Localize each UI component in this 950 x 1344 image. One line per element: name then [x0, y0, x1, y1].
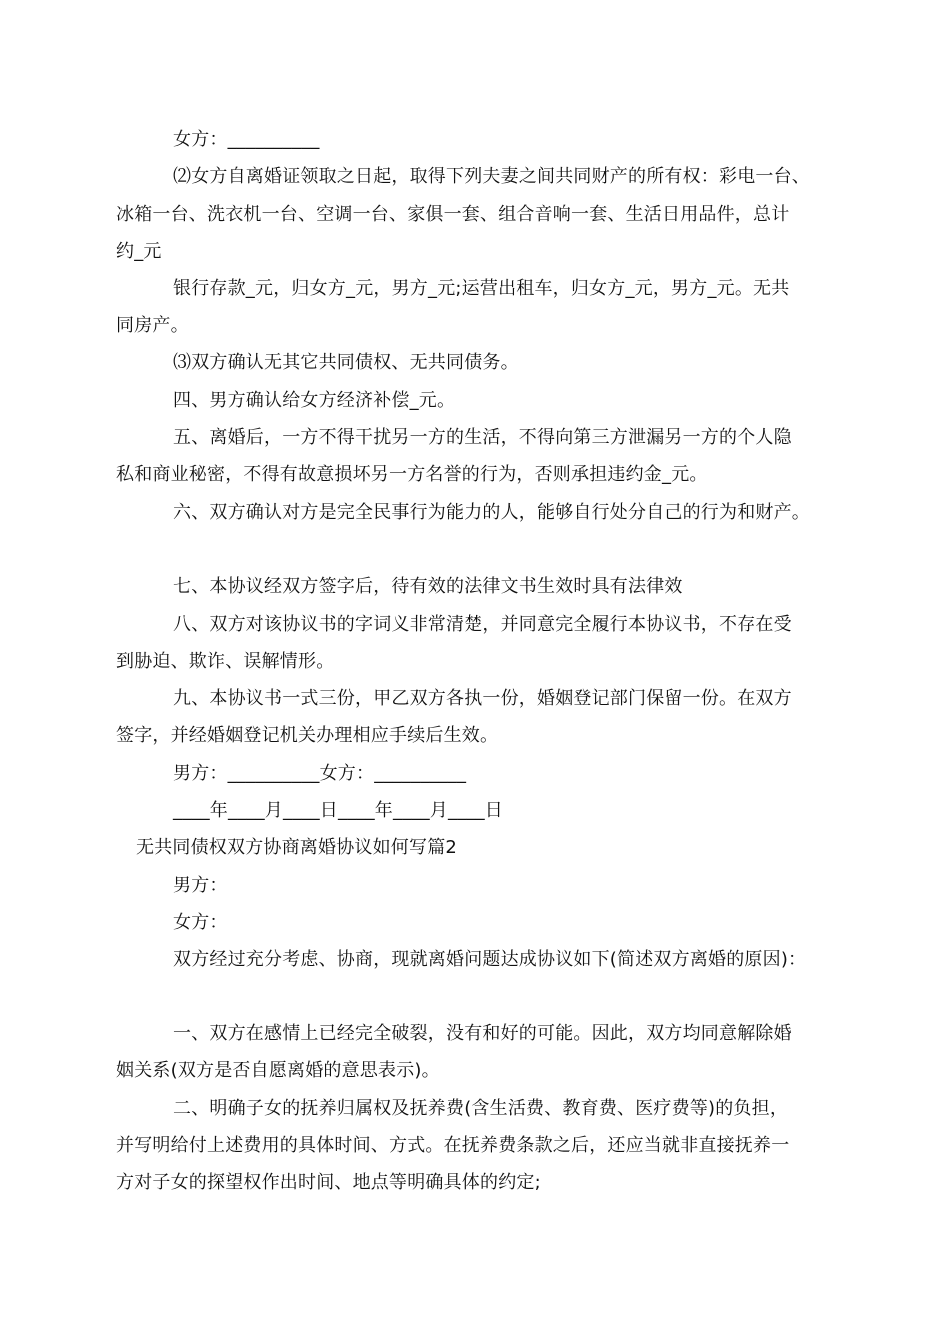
text-line: ⑵女方自离婚证领取之日起，取得下列夫妻之间共同财产的所有权：彩电一台、 — [173, 166, 810, 187]
text-line: 方对子女的探望权作出时间、地点等明确具体的约定; — [116, 1172, 541, 1193]
text-line: 冰箱一台、洗衣机一台、空调一台、家俱一套、组合音响一套、生活日用品件，总计 — [116, 204, 790, 225]
text-line: 双方经过充分考虑、协商，现就离婚问题达成协议如下(简述双方离婚的原因)： — [173, 949, 807, 970]
text-line: 一、双方在感情上已经完全破裂，没有和好的可能。因此，双方均同意解除婚 — [173, 1023, 792, 1044]
date-line: ____年____月____日____年____月____日 — [173, 800, 503, 821]
text-line: 六、双方确认对方是完全民事行为能力的人，能够自行处分自己的行为和财产。 — [173, 502, 810, 523]
text-line: 女方：__________ — [173, 129, 320, 150]
text-line: 签字，并经婚姻登记机关办理相应手续后生效。 — [116, 725, 499, 746]
text-line: 四、男方确认给女方经济补偿_元。 — [173, 390, 456, 411]
text-line: 八、双方对该协议书的字词义非常清楚，并同意完全履行本协议书，不存在受 — [173, 614, 792, 635]
text-line: 到胁迫、欺诈、误解情形。 — [116, 651, 335, 672]
text-line: 九、本协议书一式三份，甲乙双方各执一份，婚姻登记部门保留一份。在双方 — [173, 688, 792, 709]
text-line: 姻关系(双方是否自愿离婚的意思表示)。 — [116, 1060, 440, 1081]
section-heading: 无共同债权双方协商离婚协议如何写篇2 — [136, 837, 458, 858]
text-line: 并写明给付上述费用的具体时间、方式。在抚养费条款之后，还应当就非直接抚养一 — [116, 1135, 790, 1156]
text-line: 女方： — [173, 912, 228, 933]
text-line: 二、明确子女的抚养归属权及抚养费(含生活费、教育费、医疗费等)的负担， — [173, 1098, 789, 1119]
text-line: 约_元 — [116, 241, 162, 262]
signature-line: 男方：__________女方：__________ — [173, 763, 467, 784]
text-line: 五、离婚后，一方不得干扰另一方的生活，不得向第三方泄漏另一方的个人隐 — [173, 427, 792, 448]
text-line: 银行存款_元，归女方_元，男方_元;运营出租车，归女方_元，男方_元。无共 — [173, 278, 790, 299]
text-line: 私和商业秘密，不得有故意损坏另一方名誉的行为，否则承担违约金_元。 — [116, 464, 708, 485]
text-line: 男方： — [173, 875, 228, 896]
text-line: ⑶双方确认无其它共同债权、无共同债务。 — [173, 352, 519, 373]
text-line: 同房产。 — [116, 315, 189, 336]
text-line: 七、本协议经双方签字后，待有效的法律文书生效时具有法律效 — [173, 576, 683, 597]
